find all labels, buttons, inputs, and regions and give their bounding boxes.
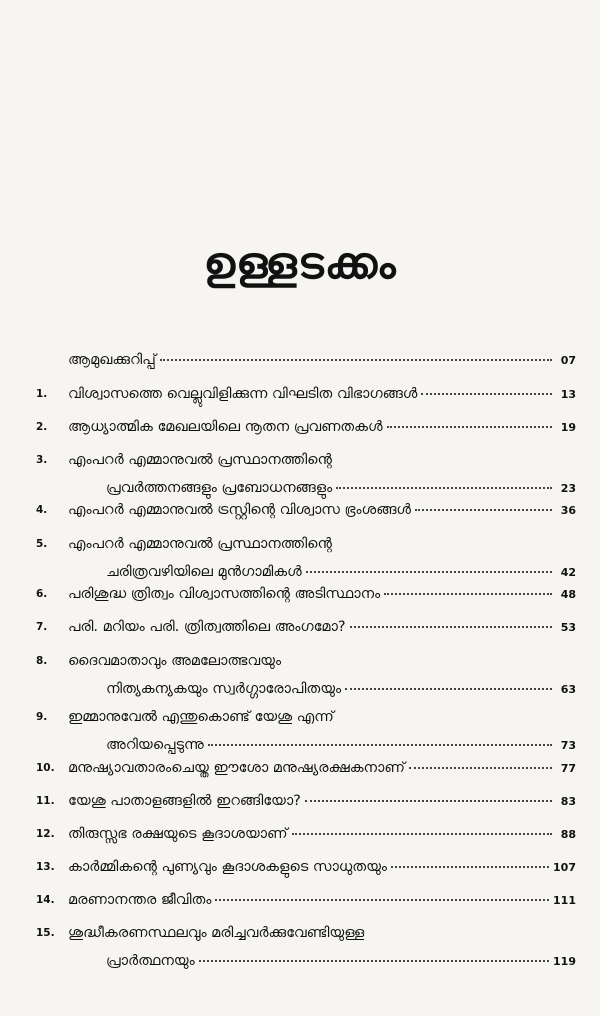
toc-entry-number: 14. — [36, 894, 55, 906]
toc-entry-label: ദൈവമാതാവും അമലോത്ഭവയും — [68, 653, 282, 669]
toc-page-number: 07 — [560, 354, 576, 367]
toc-entry-label: മരണാനന്തര ജീവിതം — [68, 892, 212, 908]
dot-leader — [160, 359, 552, 361]
page-title: ഉള്ളടക്കം — [203, 238, 397, 289]
toc-entry-number: 3. — [36, 454, 48, 466]
dot-leader — [199, 960, 549, 962]
toc-entry-label: വിശ്വാസത്തെ വെല്ലുവിളിക്കുന്ന വിഘടിത വിഭാഗങ്ങൾ — [68, 386, 418, 402]
toc-entry-number: 6. — [36, 588, 48, 600]
dot-leader — [305, 800, 552, 802]
toc-entry-number: 4. — [36, 504, 48, 516]
toc-page-number: 63 — [560, 683, 576, 696]
dot-leader — [387, 426, 552, 428]
toc-entry-label: കാർമ്മികന്റെ പുണ്യവും കൂദാശകളുടെ സാധുതയും — [68, 859, 387, 875]
toc-entry-label: മനുഷ്യാവതാരംചെയ്ത ഈശോ മനുഷ്യരക്ഷകനാണ് — [68, 760, 405, 776]
toc-entry-label-continued: ചരിത്രവഴിയിലെ മുൻഗാമികൾ — [106, 564, 302, 580]
toc-page-number: 88 — [560, 828, 576, 841]
dot-leader — [350, 626, 552, 628]
toc-entry-label-continued: പ്രവർത്തനങ്ങളും പ്രബോധനങ്ങളും — [106, 480, 333, 496]
dot-leader — [208, 744, 552, 746]
dot-leader — [215, 899, 549, 901]
toc-page-number: 48 — [560, 588, 576, 601]
dot-leader — [415, 509, 552, 511]
toc-entry-label: എംപറർ എമ്മാനുവൽ ട്രസ്റ്റിന്റെ വിശ്വാസ ഭ്രംശങ്ങൾ — [68, 502, 411, 518]
dot-leader — [421, 393, 552, 395]
toc-entry-number: 13. — [36, 861, 55, 873]
toc-entry-number: 2. — [36, 421, 48, 433]
toc-entry-label-continued: നിത്യകന്യകയും സ്വർഗ്ഗാരോപിതയും — [106, 681, 342, 697]
toc-entry-label: എംപറർ എമ്മാനുവൽ പ്രസ്ഥാനത്തിന്റെ — [68, 452, 332, 468]
toc-entry-number: 5. — [36, 538, 48, 550]
toc-entry-label: പരി. മറിയം പരി. ത്രിത്വത്തിലെ അംഗമോ? — [68, 619, 346, 635]
toc-entry-number: 7. — [36, 621, 48, 633]
dot-leader — [292, 833, 552, 835]
toc-entry-label: യേശു പാതാളങ്ങളിൽ ഇറങ്ങിയോ? — [68, 793, 301, 809]
toc-entry-label: എംപറർ എമ്മാനുവൽ പ്രസ്ഥാനത്തിന്റെ — [68, 536, 332, 552]
toc-page-number: 19 — [560, 421, 576, 434]
dot-leader — [409, 767, 552, 769]
toc-entry-label: ഇമ്മാനുവേൽ എന്തുകൊണ്ട് യേശു എന്ന് — [68, 709, 334, 725]
toc-page-number: 42 — [560, 566, 576, 579]
toc-page-number: 107 — [553, 861, 576, 874]
toc-entry-label: തിരുസ്സഭ രക്ഷയുടെ കൂദാശയാണ് — [68, 826, 288, 842]
toc-page-number: 23 — [560, 482, 576, 495]
toc-entry-number: 15. — [36, 927, 55, 939]
toc-entry-number: 11. — [36, 795, 55, 807]
toc-entry-number: 1. — [36, 388, 48, 400]
toc-entry-number: 8. — [36, 655, 48, 667]
dot-leader — [345, 688, 552, 690]
toc-entry-label: ശുദ്ധീകരണസ്ഥലവും മരിച്ചവർക്കുവേണ്ടിയുള്ള — [68, 925, 365, 941]
toc-page-number: 111 — [553, 894, 576, 907]
toc-entry-number: 10. — [36, 762, 55, 774]
dot-leader — [336, 487, 552, 489]
toc-page-number: 13 — [560, 388, 576, 401]
toc-entry-label-continued: പ്രാർത്ഥനയും — [106, 953, 195, 969]
toc-entry-label: ആമുഖക്കുറിപ്പ് — [68, 352, 156, 368]
toc-entry-label: ആധ്യാത്മിക മേഖലയിലെ നൂതന പ്രവണതകൾ — [68, 419, 383, 435]
toc-entry-number: 9. — [36, 711, 48, 723]
toc-entry-label-continued: അറിയപ്പെടുന്നു — [106, 737, 204, 753]
dot-leader — [384, 593, 552, 595]
toc-page-number: 77 — [560, 762, 576, 775]
dot-leader — [306, 571, 552, 573]
toc-page-number: 73 — [560, 739, 576, 752]
dot-leader — [391, 866, 549, 868]
toc-page-number: 53 — [560, 621, 576, 634]
toc-page-number: 119 — [553, 955, 576, 968]
toc-page-number: 83 — [560, 795, 576, 808]
toc-page-number: 36 — [560, 504, 576, 517]
toc-entry-label: പരിശുദ്ധ ത്രിത്വം വിശ്വാസത്തിന്റെ അടിസ്ഥാനം — [68, 586, 381, 602]
toc-entry-number: 12. — [36, 828, 55, 840]
